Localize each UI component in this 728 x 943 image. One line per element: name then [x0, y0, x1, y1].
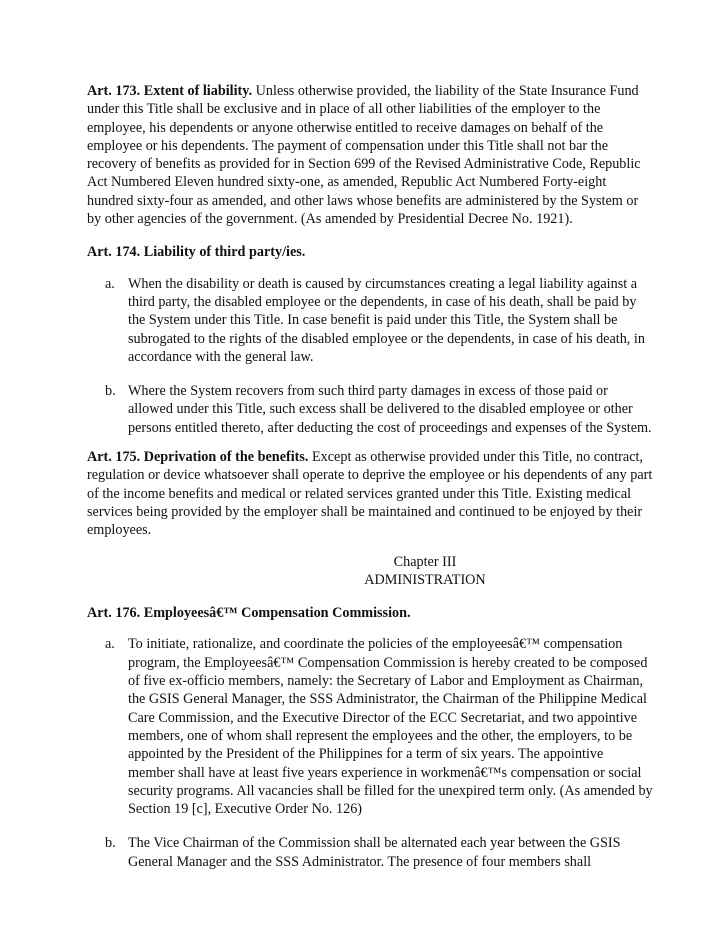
- chapter-heading: [87, 553, 653, 590]
- list-marker: b.: [105, 835, 116, 852]
- article-175-body: Except as otherwise provided under this Title, no contract, regulation or device whatsoever shall operate to deprive the employee or his dependents of any part of the income benefits and medical or related services granted under this Title. Existing medical services being provided by the employer shall be maintained and continued to be enjoyed by their employees.: [87, 449, 653, 539]
- list-item-text: The Vice Chairman of the Commission shall be alternated each year between the GSIS General Manager and the SSS Administrator. The presence of four members shall: [128, 835, 621, 870]
- article-173-body: Unless otherwise provided, the liability of the State Insurance Fund under this Title shall be exclusive and in place of all other liabilities of the employer to the employee, his dependents or anyone otherwise entitled to receive damages on behalf of the employee or his dependents. The payment of compensation under this Title shall not bar the recovery of benefits as provided for in Section 699 of the Revised Administrative Code, Republic Act Numbered Eleven hundred sixty-one, as amended, Republic Act Numbered Forty-eight hundred sixty-four as amended, and other laws whose benefits are administered by the System or by other agencies of the government. (As amended by Presidential Decree No. 1921).: [87, 83, 641, 228]
- list-marker: a.: [105, 636, 115, 653]
- list-item: [87, 635, 653, 818]
- document-page: [87, 82, 653, 871]
- list-item: [87, 834, 653, 871]
- list-item: [87, 382, 653, 437]
- list-marker: b.: [105, 383, 116, 400]
- chapter-title: ADMINISTRATION: [364, 571, 486, 588]
- list-marker: a.: [105, 275, 115, 292]
- article-173-heading: Art. 173. Extent of liability.: [87, 83, 253, 99]
- list-item-text: To initiate, rationalize, and coordinate the policies of the employeesâ€™ compensation program, the Employeesâ€™ Compensation Commission is hereby created to be composed of five ex-officio members, namely: the Secretary of Labor and Employment as Chairman, the GSIS General Manager, the SSS Administrator, the Chairman of the Philippine Medical Care Commission, and the Executive Director of the ECC Secretariat, and two appointive members, one of whom shall represent the employees and the other, the employers, to be appointed by the President of the Philippines for a term of six years. The appointive member shall have at least five years experience in workmenâ€™s compensation or social security programs. All vacancies shall be filled for the unexpired term only. (As amended by Section 19 [c], Executive Order No. 126): [128, 636, 653, 818]
- article-173: [87, 82, 653, 228]
- article-174-list: [87, 275, 653, 437]
- article-175: [87, 448, 653, 539]
- article-176-heading: Art. 176. Employeesâ€™ Compensation Commission.: [87, 605, 411, 622]
- list-item: [87, 275, 653, 366]
- article-175-heading: Art. 175. Deprivation of the benefits.: [87, 449, 309, 466]
- list-item-text: When the disability or death is caused by circumstances creating a legal liability against a third party, the disabled employee or the dependents, in case of his death, shall be paid by the System under this Title. In case benefit is paid under this Title, the System shall be subrogated to the rights of the disabled employee or the dependents, in case of his death, in accordance with the general law.: [128, 275, 645, 365]
- article-176-list: [87, 635, 653, 871]
- chapter-number: Chapter III: [393, 553, 457, 570]
- list-item-text: Where the System recovers from such third party damages in excess of those paid or allowed under this Title, such excess shall be delivered to the disabled employee or other persons entitled thereto, after deducting the cost of proceedings and expenses of the System.: [128, 383, 652, 436]
- article-174-heading: Art. 174. Liability of third party/ies.: [87, 244, 306, 261]
